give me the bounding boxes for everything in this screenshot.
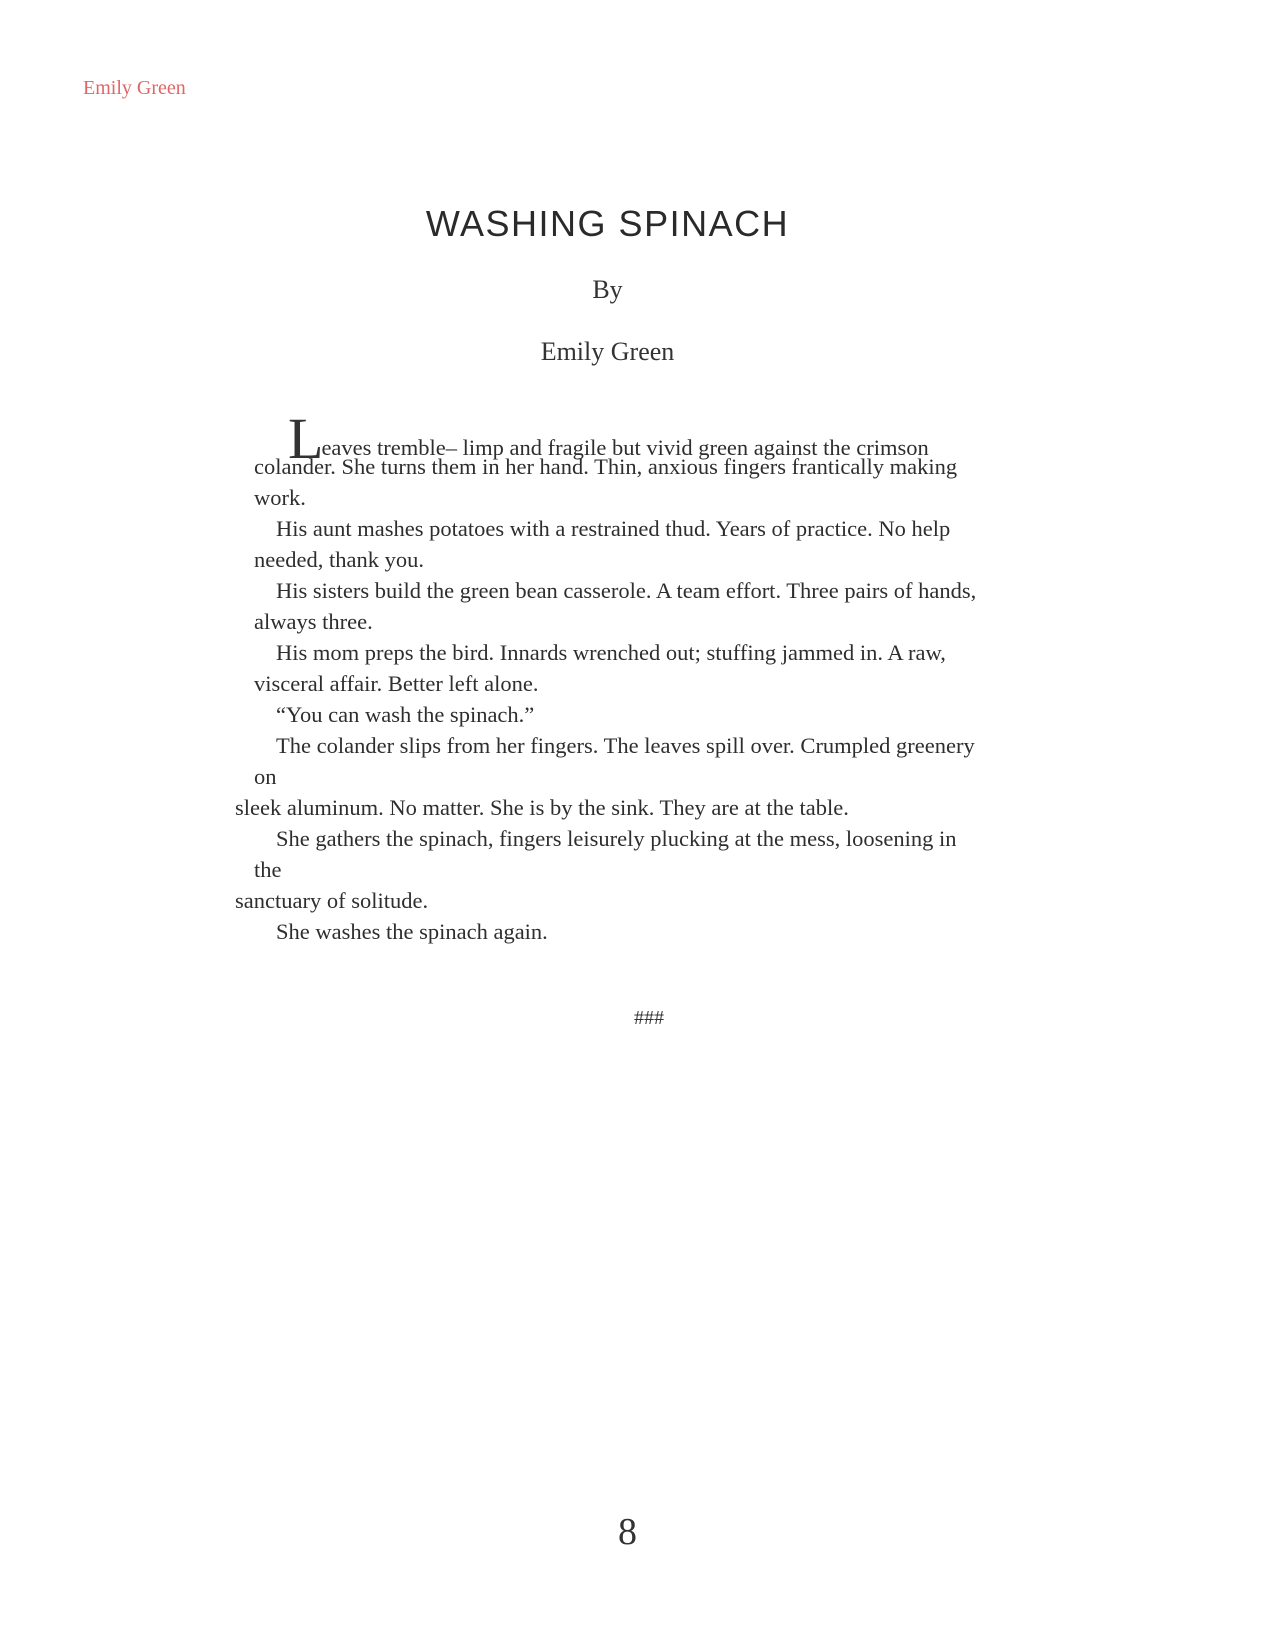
byline-author: Emily Green <box>540 337 675 366</box>
end-mark: ### <box>634 1007 664 1029</box>
story-line: His mom preps the bird. Innards wrenched out; stuffing jammed in. A raw, <box>276 640 946 665</box>
story-line: the <box>254 857 282 882</box>
story-body <box>235 406 1044 947</box>
story-line: sleek aluminum. No matter. She is by the sink. They are at the table. <box>235 795 849 820</box>
story-line: She gathers the spinach, fingers leisurely plucking at the mess, loosening in <box>276 826 957 851</box>
story-line: needed, thank you. <box>254 547 424 572</box>
story-line: work. <box>254 485 306 510</box>
drop-cap: L <box>288 406 324 471</box>
story-line: The colander slips from her fingers. The leaves spill over. Crumpled greenery <box>276 733 975 758</box>
page-number: 8 <box>618 1511 637 1553</box>
story-line: She washes the spinach again. <box>276 919 548 944</box>
story-line: His sisters build the green bean casserole. A team effort. Three pairs of hands, <box>276 578 977 603</box>
running-head-author: Emily Green <box>83 77 186 99</box>
story-line: sanctuary of solitude. <box>235 888 429 913</box>
story-line-text: eaves tremble– limp and fragile but vivid green against the crimson <box>321 435 929 460</box>
story-line: always three. <box>254 609 373 634</box>
byline-label: By <box>592 275 623 304</box>
story-line: on <box>254 764 277 789</box>
story-line: His aunt mashes potatoes with a restrained thud. Years of practice. No help <box>276 516 951 541</box>
story-line: visceral affair. Better left alone. <box>254 671 539 696</box>
story-title: WASHING SPINACH <box>425 203 790 244</box>
story-line: “You can wash the spinach.” <box>276 702 535 727</box>
story-line: colander. She turns them in her hand. Thin, anxious fingers frantically making <box>254 454 958 479</box>
